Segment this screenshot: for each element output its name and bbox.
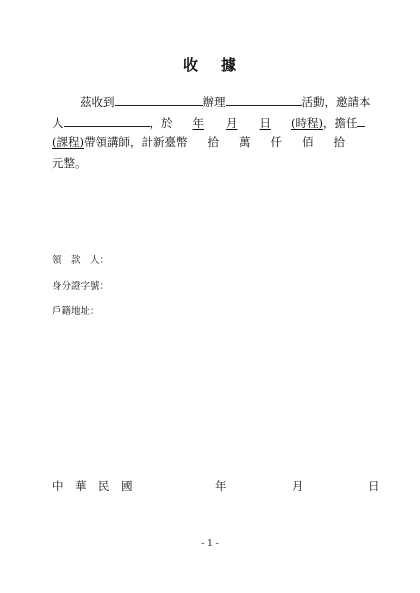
- body-line-4: [52, 155, 87, 171]
- body-line-2: [52, 113, 365, 131]
- page-number: - 1 -: [201, 539, 219, 549]
- serve-as-label: ，擔任: [322, 116, 358, 130]
- amount-bai-unit: 佰: [301, 135, 314, 149]
- course-underlined: (課程): [52, 135, 84, 149]
- date-year-label: 年: [192, 116, 204, 130]
- id-number-field-label: 身分證字號：: [52, 281, 110, 292]
- person-label: 人: [52, 116, 64, 130]
- document-title: [0, 54, 420, 75]
- at-label: ，於: [149, 116, 173, 130]
- title-char-2: 據: [221, 56, 238, 74]
- received-from-label: 茲收到: [80, 95, 115, 109]
- date-month-label: 月: [226, 116, 238, 130]
- amount-shi-unit: 拾: [333, 135, 345, 149]
- time-schedule-label: (時程): [291, 116, 323, 130]
- organizer-blank: [115, 92, 203, 106]
- body-line-3: [52, 134, 345, 150]
- amount-ten-thousands-digit: 拾: [207, 135, 219, 149]
- roc-month-label: 月: [292, 479, 304, 493]
- role-blank: [357, 113, 365, 127]
- handle-label: 辦理: [202, 95, 226, 109]
- title-char-1: 收: [182, 56, 199, 74]
- date-time-underlined: [173, 116, 323, 130]
- amount-wan-unit: 萬: [238, 135, 251, 149]
- lecturer-amount-label: 帶領講師，計新臺幣: [83, 135, 188, 149]
- yuan-total-label: 元整。: [52, 156, 87, 170]
- person-name-blank: [64, 113, 150, 127]
- body-line-1: [52, 92, 371, 110]
- roc-year-label: 年: [215, 479, 227, 493]
- activity-blank: [226, 92, 302, 106]
- address-field-label: 戶籍地址：: [52, 306, 100, 317]
- activity-invite-label: 活動，邀請本: [301, 95, 371, 109]
- date-day-label: 日: [259, 116, 271, 130]
- amount-qian-unit: 仟: [270, 135, 282, 149]
- payee-field-label: 領 款 人：: [52, 255, 110, 266]
- roc-era-label: 中 華 民 國: [52, 479, 133, 493]
- roc-day-label: 日: [368, 479, 380, 493]
